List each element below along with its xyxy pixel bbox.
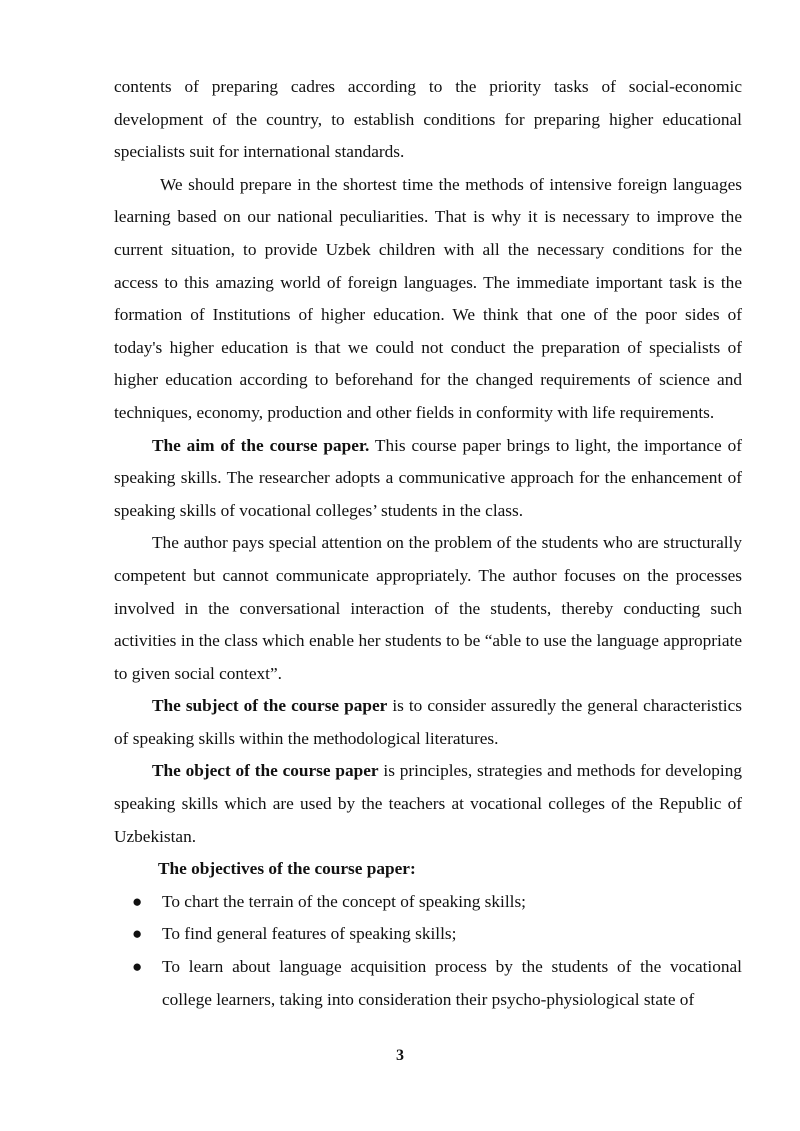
- object-text: is principles, strategies and methods for developing speaking skills which are used by the teachers at vocational colleges of the Republic of Uzbekistan.: [114, 761, 742, 846]
- objectives-heading: The objectives of the course paper:: [158, 859, 416, 879]
- page-number: 3: [396, 1047, 404, 1064]
- paragraph-methods: We should prepare in the shortest time the methods of intensive foreign languages learning based on our national peculiarities. That is why it is necessary to improve the current situation, to provide Uzbek children with all the necessary conditions for the access to this amazing world of foreign languages. The immediate important task is the formation of Institutions of higher education. We think that one of the poor sides of today's higher education is that we could not conduct the preparation of specialists of higher education according to beforehand for the changed requirements of science and techniques, economy, production and other fields in conformity with life requirements.: [114, 174, 742, 422]
- paragraph-aim: [114, 430, 742, 528]
- paragraph-cadres: contents of preparing cadres according to the priority tasks of social-economic development of the country, to establish conditions for preparing higher educational specialists suit for international standards.: [114, 77, 742, 162]
- paragraph-subject: [114, 690, 742, 755]
- paragraph-object: [114, 755, 742, 853]
- aim-text: This course paper brings to light, the importance of speaking skills. The researcher adopts a communicative approach for the enhancement of speaking skills of vocational colleges’ students in the class.: [114, 435, 742, 520]
- subject-text: is to consider assuredly the general characteristics of speaking skills within the methodological literatures.: [114, 696, 742, 748]
- list-item: [114, 918, 742, 951]
- bullet-icon: ●: [132, 891, 143, 911]
- list-item-text: To find general features of speaking skills;: [162, 924, 457, 944]
- list-item: [114, 951, 742, 1016]
- objectives-list: [114, 886, 742, 1016]
- list-item-text: To learn about language acquisition process by the students of the vocational college learners, taking into consideration their psycho-physiological state of: [162, 957, 742, 1009]
- bullet-icon: ●: [132, 924, 143, 944]
- object-heading: The object of the course paper: [152, 761, 379, 781]
- list-item-text: To chart the terrain of the concept of speaking skills;: [162, 891, 526, 911]
- paragraph-author: The author pays special attention on the problem of the students who are structurally competent but cannot communicate appropriately. The author focuses on the processes involved in the conversational interaction of the students, thereby conducting such activities in the class which enable her students to be “able to use the language appropriate to given social context”.: [114, 533, 742, 683]
- page-body: [114, 71, 742, 1016]
- bullet-icon: ●: [132, 957, 143, 977]
- aim-heading: The aim of the course paper.: [152, 435, 370, 455]
- subject-heading: The subject of the course paper: [152, 696, 388, 716]
- list-item: [114, 886, 742, 919]
